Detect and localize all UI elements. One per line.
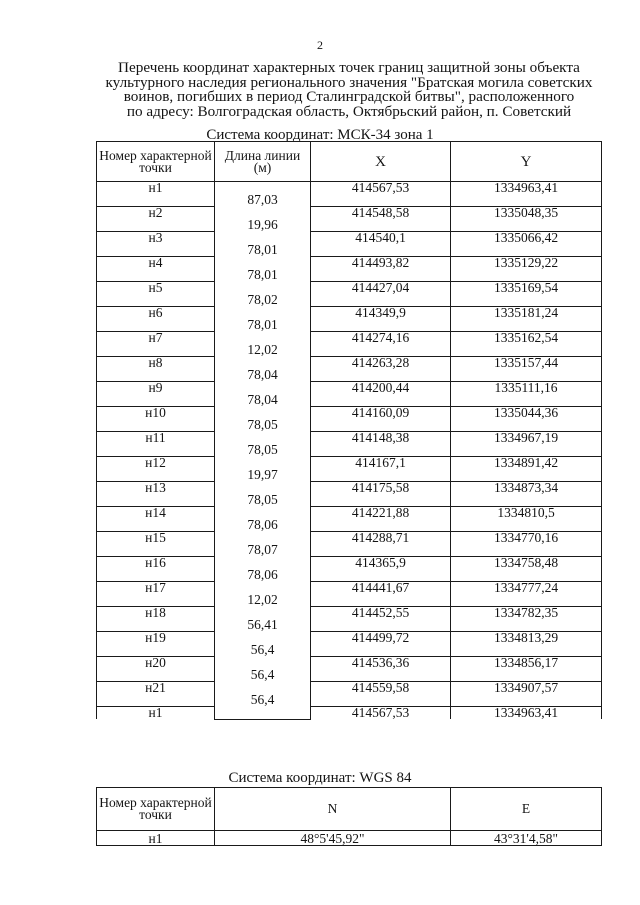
table-row: [97, 382, 602, 395]
x-coordinate-cell: 414548,58: [311, 207, 451, 220]
page-number: 2: [317, 38, 323, 52]
line-length-cell: 78,05: [215, 444, 311, 457]
line-length-cell: 78,04: [215, 394, 311, 407]
table-row: [97, 282, 602, 295]
line-length-cell: 12,02: [215, 344, 311, 357]
heading-line: Перечень координат характерных точек границ защитной зоны объекта: [118, 59, 580, 76]
x-coordinate-cell: 414567,53: [311, 182, 451, 195]
table-row: [97, 432, 602, 445]
point-number-cell: н12: [97, 457, 215, 470]
point-number-cell: н7: [97, 332, 215, 345]
line-length-header: Длина линии (м): [215, 142, 311, 182]
table-row: [97, 607, 602, 620]
line-length-cell: 56,41: [215, 619, 311, 632]
y-coordinate-cell: 1335044,36: [451, 407, 602, 420]
table-row: [97, 831, 602, 846]
heading-line: культурного наследия регионального значения "Братская могила советских: [105, 73, 593, 91]
line-length-cell: 56,4: [215, 694, 311, 707]
y-coordinate-cell: 1334782,35: [451, 607, 602, 620]
table-header-row: [97, 142, 602, 182]
x-coordinate-cell: 414221,88: [311, 507, 451, 520]
y-coordinate-cell: 1334770,16: [451, 532, 602, 545]
x-coordinate-cell: 414499,72: [311, 632, 451, 645]
x-coordinate-cell: 414160,09: [311, 407, 451, 420]
x-coordinate-cell: 414175,58: [311, 482, 451, 495]
table-row: [97, 207, 602, 220]
y-coordinate-cell: 1334873,34: [451, 482, 602, 495]
point-number-cell: н3: [97, 232, 215, 245]
point-number-cell: н15: [97, 532, 215, 545]
x-coordinate-cell: 414365,9: [311, 557, 451, 570]
point-number-cell: н20: [97, 657, 215, 670]
y-coordinate-cell: 1334856,17: [451, 657, 602, 670]
x-coordinate-cell: 414148,38: [311, 432, 451, 445]
table-row: [97, 707, 602, 720]
point-number-cell: н4: [97, 257, 215, 270]
y-header: Y: [451, 142, 602, 182]
e-header: E: [451, 788, 602, 831]
y-coordinate-cell: 1335162,54: [451, 332, 602, 345]
wgs-table-caption: Система координат: WGS 84: [228, 770, 412, 786]
y-coordinate-cell: 1334963,41: [451, 182, 602, 195]
y-coordinate-cell: 1334777,24: [451, 582, 602, 595]
line-length-cell: 78,05: [215, 494, 311, 507]
y-coordinate-cell: 1334907,57: [451, 682, 602, 695]
x-coordinate-cell: 414493,82: [311, 257, 451, 270]
y-coordinate-cell: 1335181,24: [451, 307, 602, 320]
line-length-cell: 56,4: [215, 644, 311, 657]
y-coordinate-cell: 1334813,29: [451, 632, 602, 645]
y-coordinate-cell: 1335111,16: [451, 382, 602, 395]
table-row: [97, 632, 602, 645]
line-length-cell: 19,97: [215, 469, 311, 482]
msk-table-body: [97, 182, 602, 720]
y-coordinate-cell: 1334967,19: [451, 432, 602, 445]
point-number-cell: н14: [97, 507, 215, 520]
heading-line: воинов, погибших в период Сталинградской битвы", расположенного: [123, 88, 575, 106]
longitude-cell: 43°31'4,58": [451, 831, 602, 846]
line-length-cell: 19,96: [215, 219, 311, 232]
point-number-cell: н10: [97, 407, 215, 420]
x-coordinate-cell: 414167,1: [311, 457, 451, 470]
x-coordinate-cell: 414200,44: [311, 382, 451, 395]
n-header: N: [215, 788, 451, 831]
x-header: X: [311, 142, 451, 182]
x-coordinate-cell: 414567,53: [311, 707, 451, 720]
y-coordinate-cell: 1334963,41: [451, 707, 602, 720]
x-coordinate-cell: 414427,04: [311, 282, 451, 295]
table-row: [97, 457, 602, 470]
table-row: [97, 232, 602, 245]
wgs-coordinates-table: [96, 787, 602, 846]
msk-table-caption: Система координат: МСК-34 зона 1: [206, 127, 434, 143]
point-number-cell: н1: [97, 182, 215, 195]
line-length-cell: 56,4: [215, 669, 311, 682]
line-length-cell: 78,01: [215, 244, 311, 257]
table-row: [97, 182, 602, 195]
y-coordinate-cell: 1334758,48: [451, 557, 602, 570]
point-number-cell: н1: [97, 831, 215, 846]
point-number-cell: н8: [97, 357, 215, 370]
line-length-cell: 78,01: [215, 319, 311, 332]
point-number-cell: н11: [97, 432, 215, 445]
table-row: [97, 482, 602, 495]
line-length-cell: 78,06: [215, 569, 311, 582]
x-coordinate-cell: 414441,67: [311, 582, 451, 595]
point-number-cell: н2: [97, 207, 215, 220]
point-number-cell: н9: [97, 382, 215, 395]
line-length-cell: 78,05: [215, 419, 311, 432]
table-row: [97, 657, 602, 670]
table-row: [97, 507, 602, 520]
table-row: [97, 582, 602, 595]
point-number-cell: н6: [97, 307, 215, 320]
point-number-cell: н19: [97, 632, 215, 645]
line-length-cell: 12,02: [215, 594, 311, 607]
y-coordinate-cell: 1335129,22: [451, 257, 602, 270]
x-coordinate-cell: 414540,1: [311, 232, 451, 245]
line-length-empty-cell: [215, 707, 311, 720]
line-length-cell: 78,02: [215, 294, 311, 307]
y-coordinate-cell: 1334810,5: [451, 507, 602, 520]
msk-coordinates-table: [96, 141, 602, 720]
y-coordinate-cell: 1335157,44: [451, 357, 602, 370]
y-coordinate-cell: 1335066,42: [451, 232, 602, 245]
table-row: [97, 532, 602, 545]
x-coordinate-cell: 414559,58: [311, 682, 451, 695]
line-length-cell: 87,03: [215, 194, 311, 207]
point-number-cell: н1: [97, 707, 215, 720]
point-number-cell: н5: [97, 282, 215, 295]
x-coordinate-cell: 414536,36: [311, 657, 451, 670]
table-header-row: [97, 788, 602, 831]
table-row: [97, 307, 602, 320]
heading-line: по адресу: Волгоградская область, Октябрьский район, п. Советский: [126, 102, 572, 120]
table-row: [97, 682, 602, 695]
x-coordinate-cell: 414274,16: [311, 332, 451, 345]
y-coordinate-cell: 1334891,42: [451, 457, 602, 470]
point-number-cell: н17: [97, 582, 215, 595]
point-number-cell: н21: [97, 682, 215, 695]
line-length-cell: 78,06: [215, 519, 311, 532]
x-coordinate-cell: 414452,55: [311, 607, 451, 620]
x-coordinate-cell: 414263,28: [311, 357, 451, 370]
line-length-cell: 78,04: [215, 369, 311, 382]
line-length-cell: 78,07: [215, 544, 311, 557]
table-row: [97, 332, 602, 345]
point-number-header: Номер характерной точки: [97, 142, 215, 182]
table-row: [97, 407, 602, 420]
table-row: [97, 357, 602, 370]
point-number-cell: н16: [97, 557, 215, 570]
x-coordinate-cell: 414349,9: [311, 307, 451, 320]
point-number-cell: н13: [97, 482, 215, 495]
latitude-cell: 48°5'45,92": [215, 831, 451, 846]
y-coordinate-cell: 1335169,54: [451, 282, 602, 295]
y-coordinate-cell: 1335048,35: [451, 207, 602, 220]
table-row: [97, 557, 602, 570]
table-row: [97, 257, 602, 270]
point-number-cell: н18: [97, 607, 215, 620]
document-heading: [84, 61, 614, 119]
line-length-cell: 78,01: [215, 269, 311, 282]
x-coordinate-cell: 414288,71: [311, 532, 451, 545]
point-number-header: Номер характерной точки: [97, 788, 215, 831]
